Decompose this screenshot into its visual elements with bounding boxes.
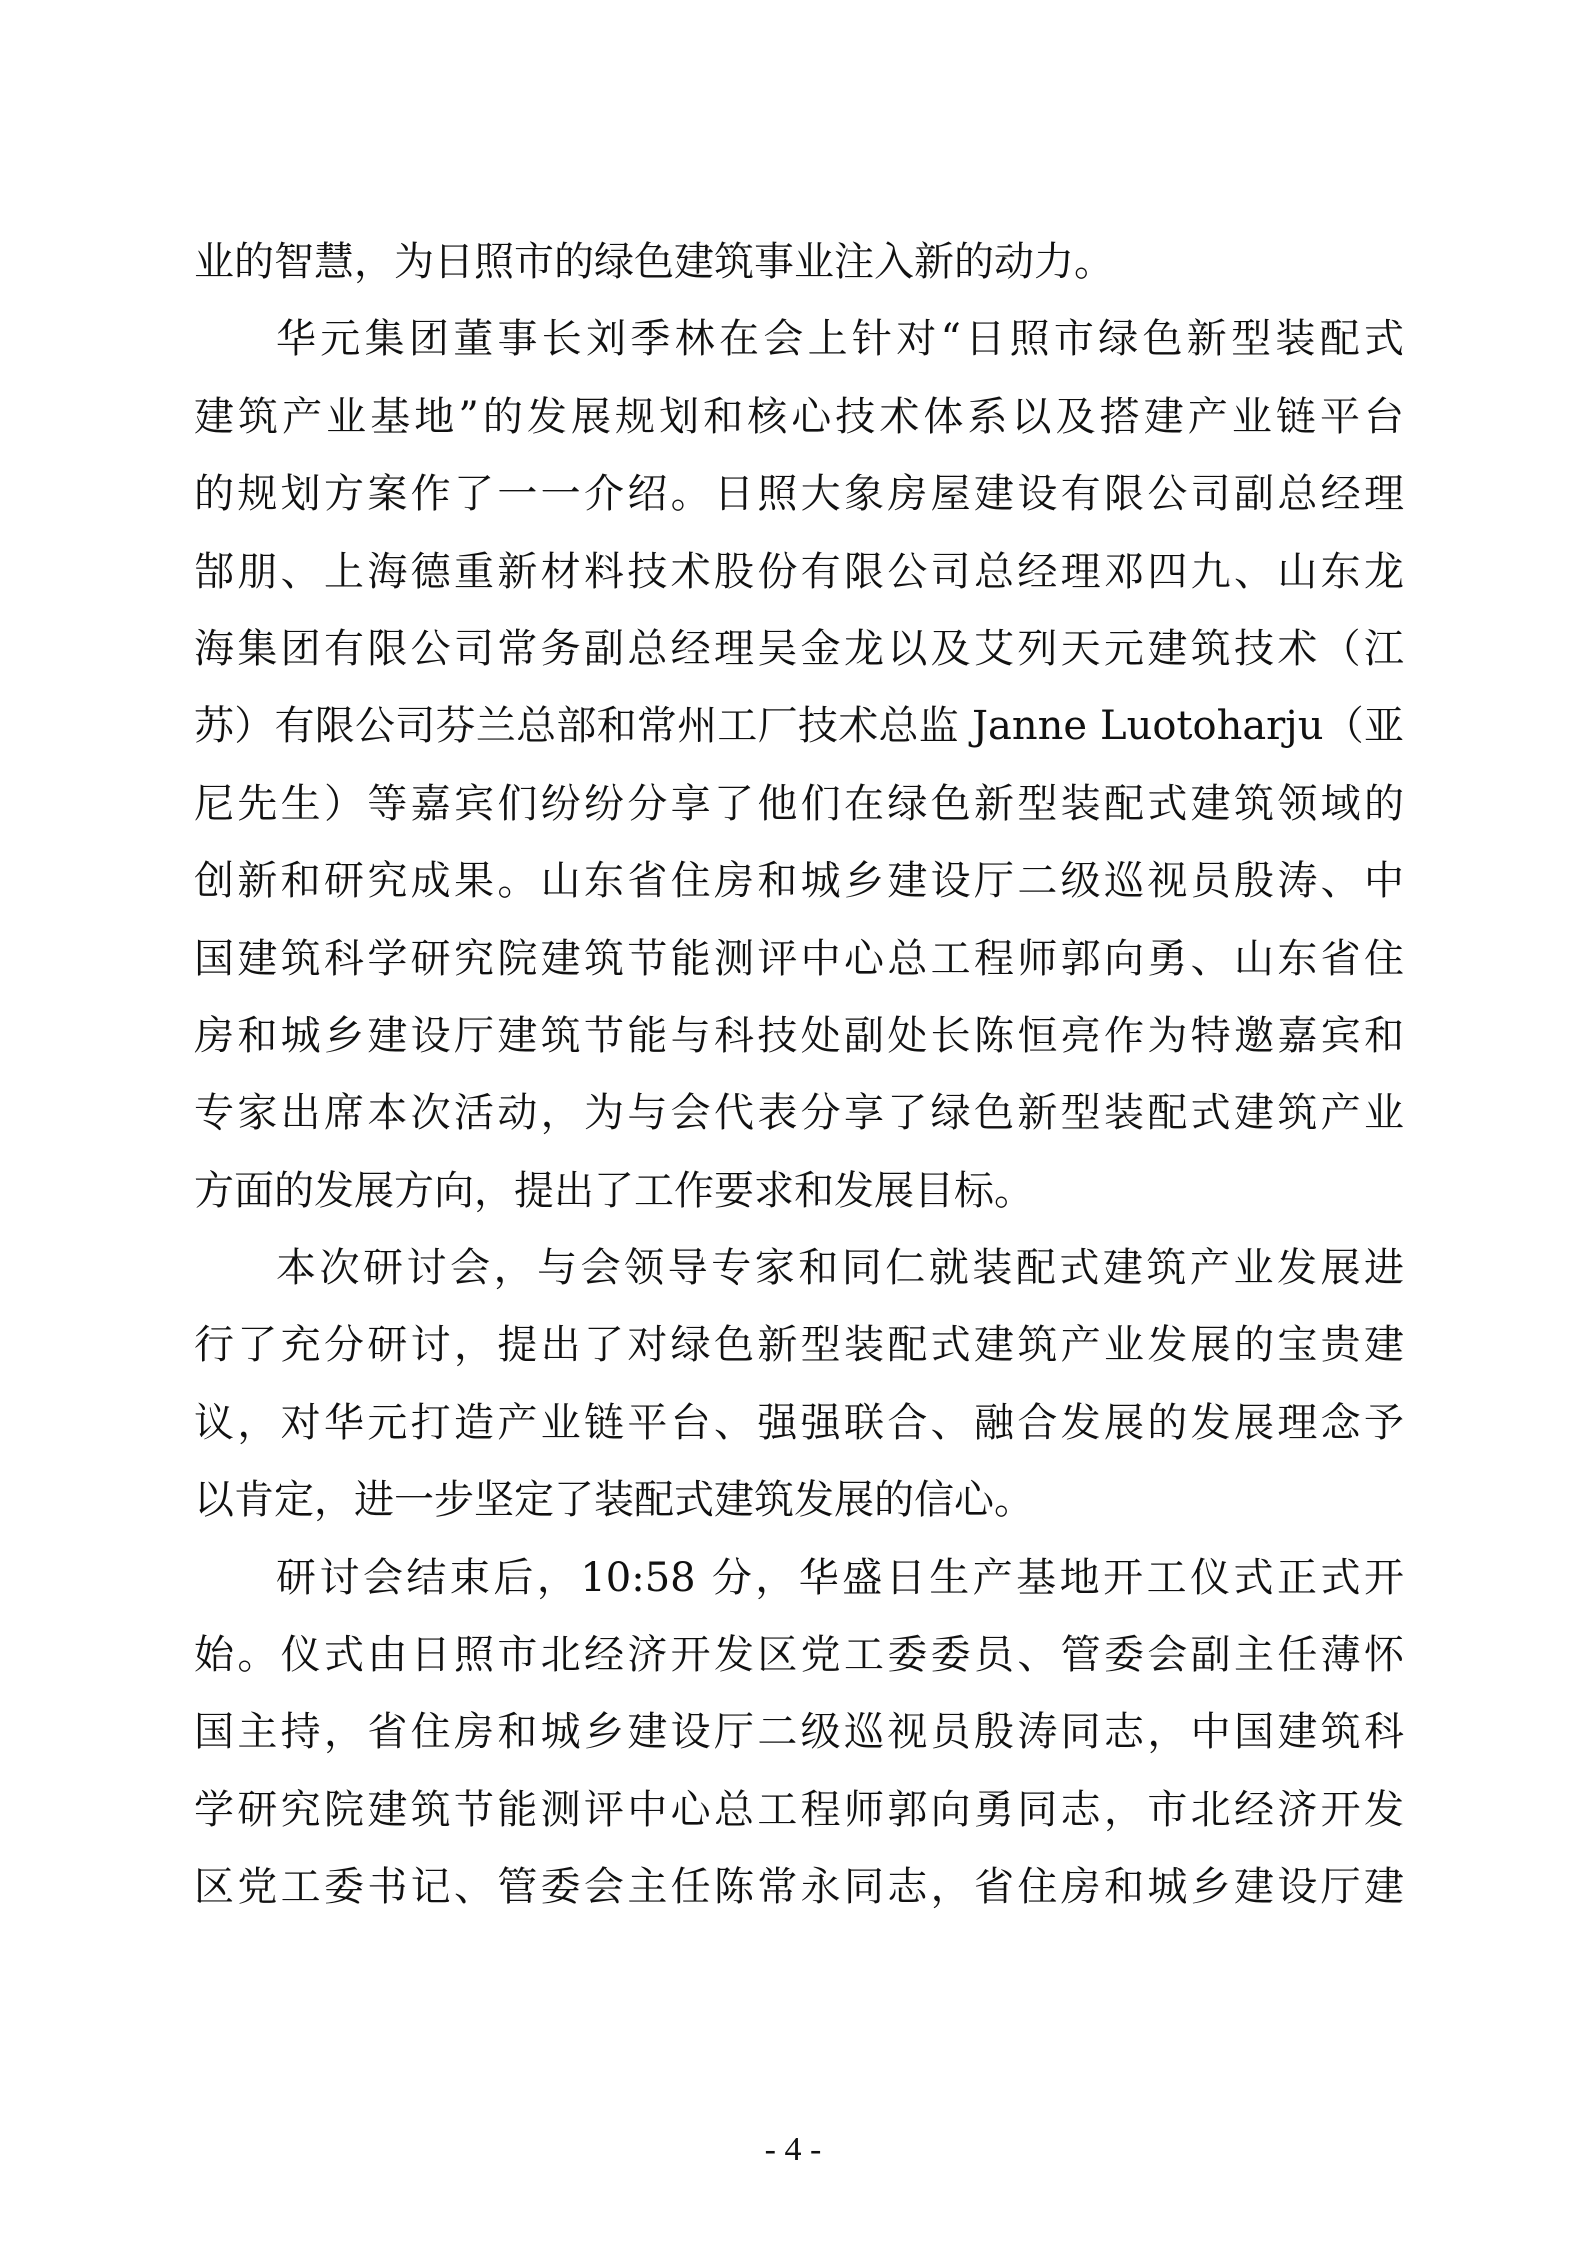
- page-number: - 4 -: [764, 2131, 822, 2168]
- paragraph-line: 国主持，省住房和城乡建设厅二级巡视员殷涛同志，中国建筑科: [194, 1709, 1404, 1756]
- paragraph-line: 郜朋、上海德重新材料技术股份有限公司总经理邓四九、山东龙: [194, 548, 1404, 595]
- paragraph-line: 国建筑科学研究院建筑节能测评中心总工程师郭向勇、山东省住: [194, 935, 1404, 982]
- paragraph-line: 房和城乡建设厅建筑节能与科技处副处长陈恒亮作为特邀嘉宾和: [194, 1012, 1404, 1059]
- paragraph-line: 学研究院建筑节能测评中心总工程师郭向勇同志，市北经济开发: [194, 1786, 1404, 1833]
- paragraph-line: 的规划方案作了一一介绍。日照大象房屋建设有限公司副总经理: [194, 471, 1404, 518]
- paragraph-line: 海集团有限公司常务副总经理吴金龙以及艾列天元建筑技术（江: [194, 625, 1404, 672]
- paragraph-line: 研讨会结束后，10:58 分，华盛日生产基地开工仪式正式开: [276, 1554, 1404, 1601]
- paragraph-line: 议，对华元打造产业链平台、强强联合、融合发展的发展理念予: [194, 1399, 1404, 1446]
- paragraph-line: 建筑产业基地”的发展规划和核心技术体系以及搭建产业链平台: [194, 393, 1404, 440]
- paragraph-line: 华元集团董事长刘季林在会上针对“日照市绿色新型装配式: [276, 316, 1404, 363]
- paragraph-line: 始。仪式由日照市北经济开发区党工委委员、管委会副主任薄怀: [194, 1632, 1404, 1679]
- paragraph-line: 方面的发展方向，提出了工作要求和发展目标。: [194, 1167, 1034, 1214]
- body-text: [194, 224, 1404, 1927]
- paragraph-line: 苏）有限公司芬兰总部和常州工厂技术总监 Janne Luotoharju（亚: [194, 703, 1404, 750]
- paragraph-line: 行了充分研讨，提出了对绿色新型装配式建筑产业发展的宝贵建: [194, 1322, 1404, 1369]
- paragraph-line: 创新和研究成果。山东省住房和城乡建设厅二级巡视员殷涛、中: [194, 858, 1404, 905]
- paragraph-line: 尼先生）等嘉宾们纷纷分享了他们在绿色新型装配式建筑领域的: [194, 780, 1404, 827]
- paragraph-line: 本次研讨会，与会领导专家和同仁就装配式建筑产业发展进: [276, 1245, 1404, 1292]
- paragraph-line: 专家出席本次活动，为与会代表分享了绿色新型装配式建筑产业: [194, 1090, 1404, 1137]
- paragraph-line: 业的智慧，为日照市的绿色建筑事业注入新的动力。: [194, 239, 1114, 285]
- paragraph-line: 区党工委书记、管委会主任陈常永同志，省住房和城乡建设厅建: [194, 1864, 1404, 1911]
- paragraph-line: 以肯定，进一步坚定了装配式建筑发展的信心。: [194, 1477, 1034, 1524]
